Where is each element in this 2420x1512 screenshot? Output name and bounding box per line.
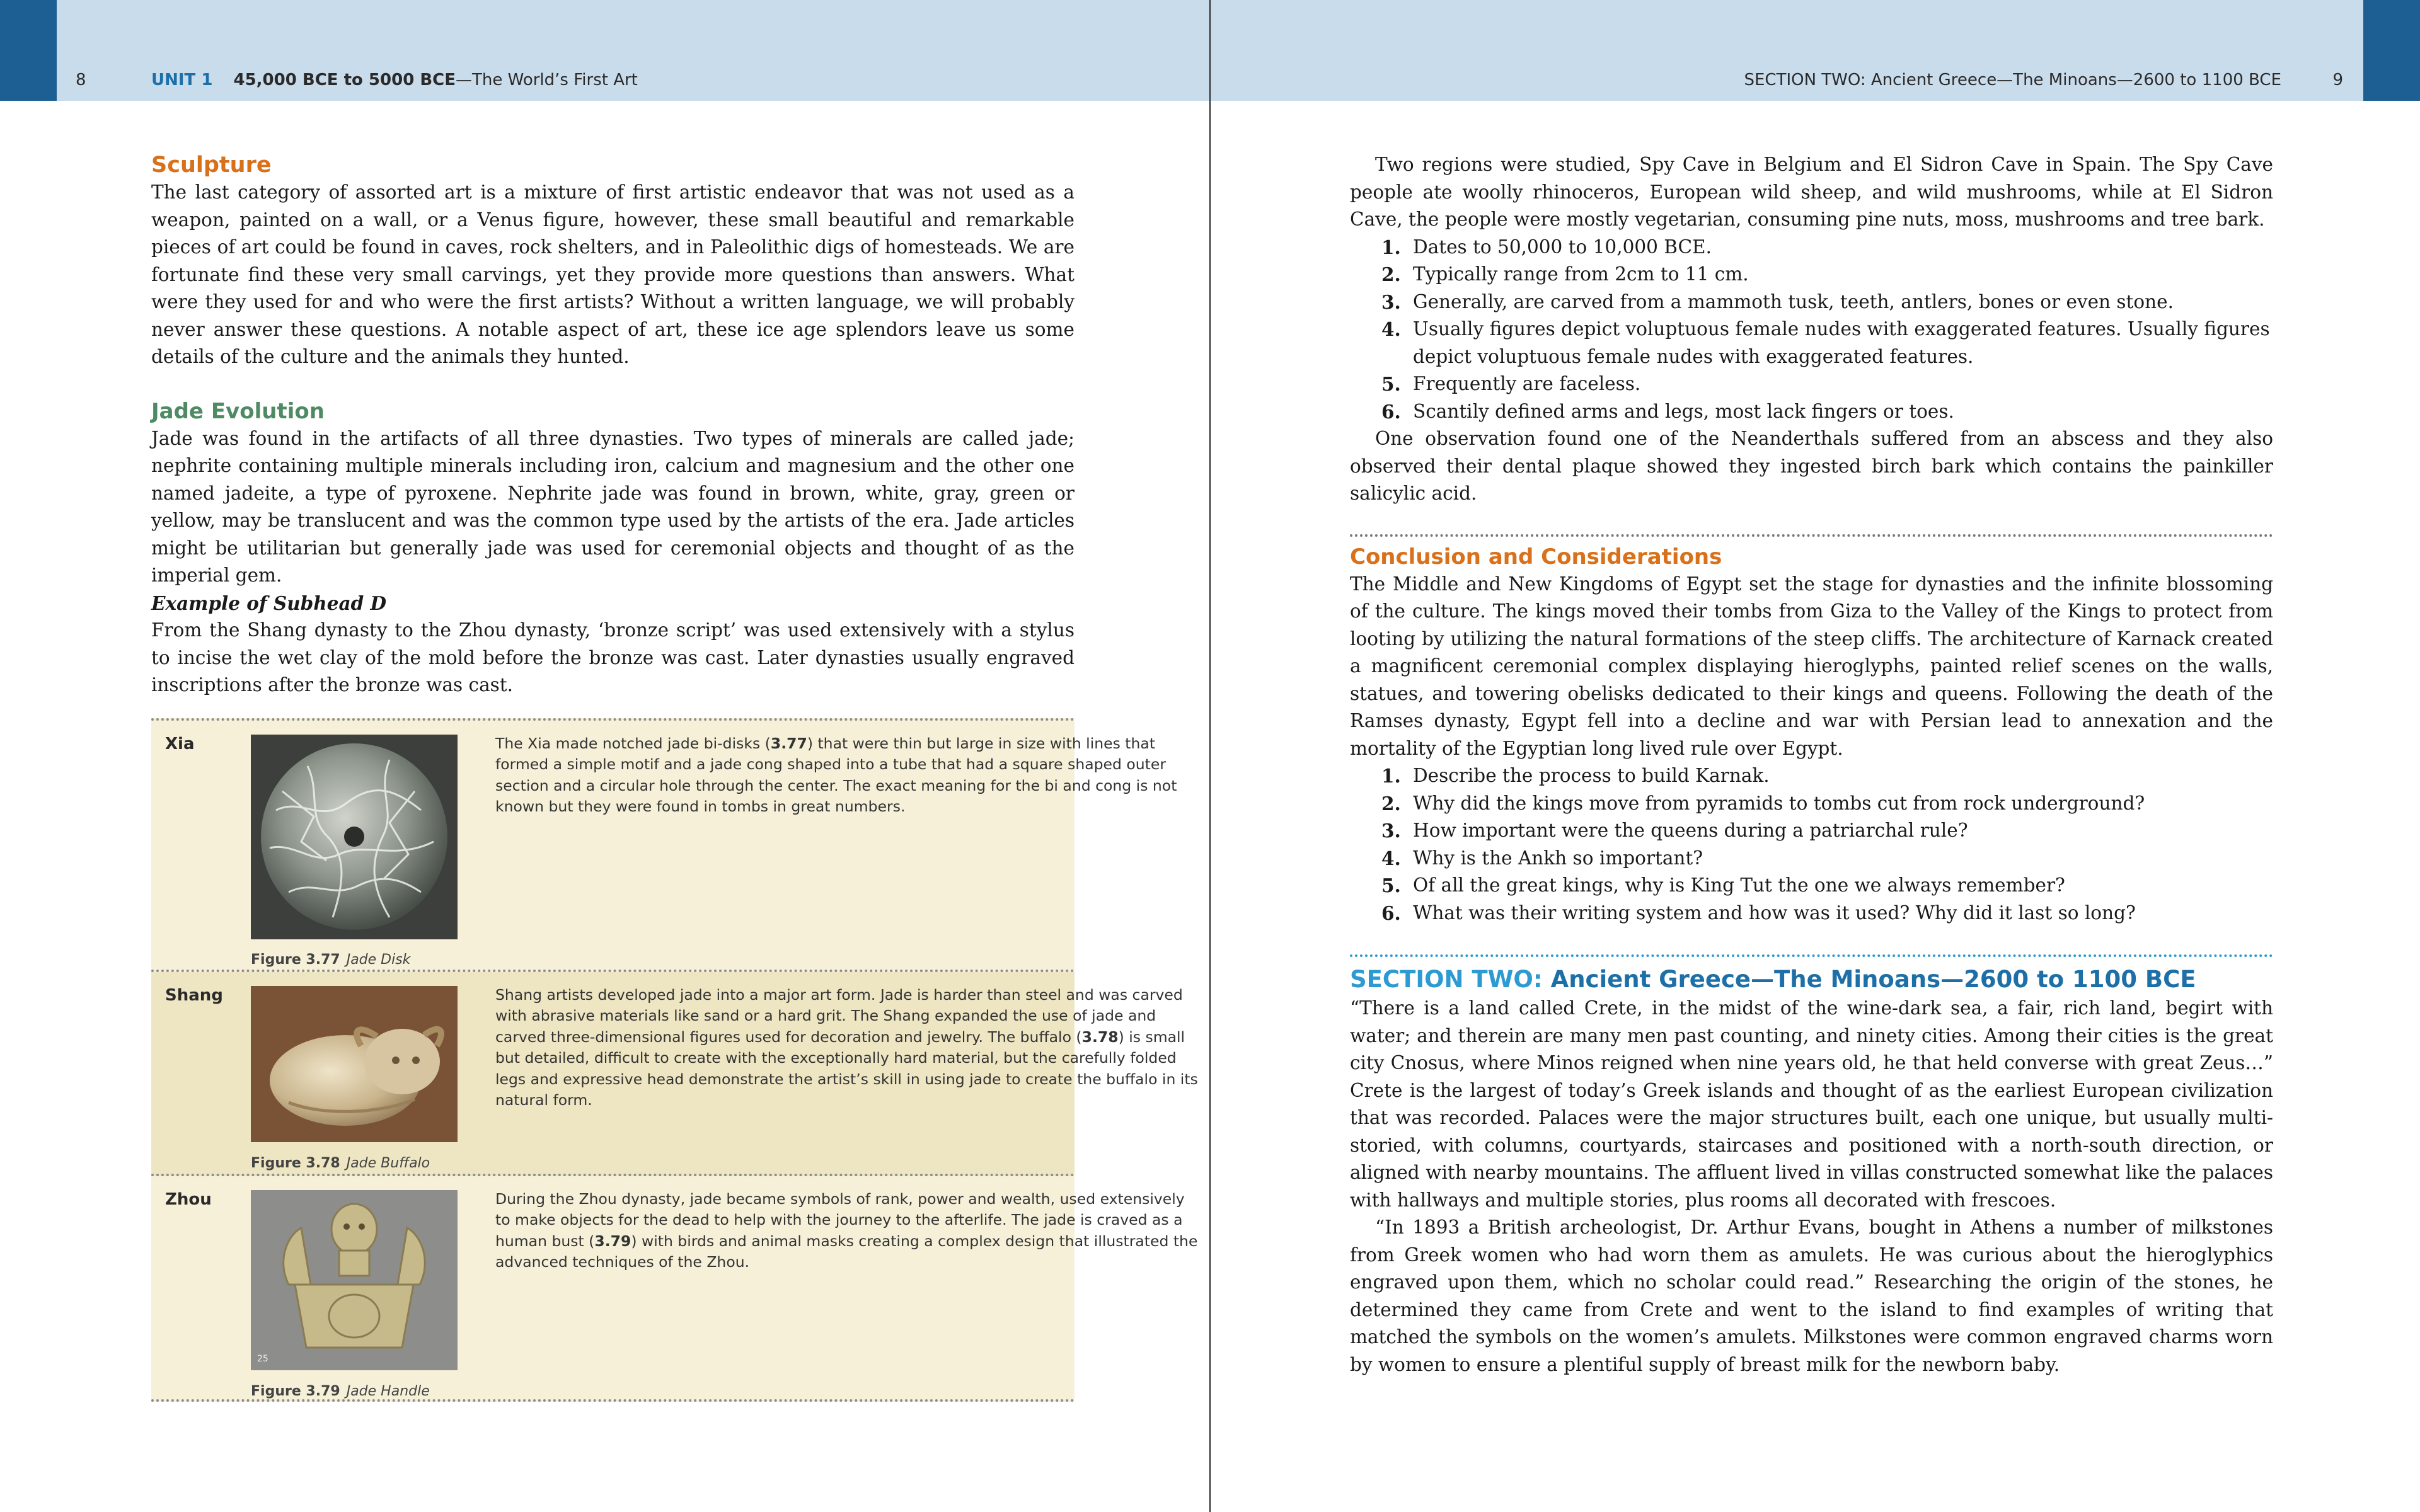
unit-dates: 45,000 BCE to 5000 BCE xyxy=(233,71,456,89)
conclusion-heading: Conclusion and Considerations xyxy=(1350,544,1722,570)
list-item: 2. Why did the kings move from pyramids to tombs cut from rock underground? xyxy=(1381,792,2145,815)
dynasty-table xyxy=(151,718,1198,1402)
list-item: 1. Dates to 50,000 to 10,000 BCE. xyxy=(1381,236,1712,258)
list-item: 1. Describe the process to build Karnak. xyxy=(1381,765,1770,787)
sculpture-paragraph: The last category of assorted art is a mixture of first artistic endeavor that was not used as a weapon, painted on a wall, or a Venus figure, however, these small beautiful and remarkable pieces of art could be found in caves, rock shelters, and in Paleolithic digs of homesteads. We are fortunate find these very small carvings, yet they provide more questions than answers. What were they used for and who were the first artists? Without a written language, we will probably never answer these questions. A notable aspect of art, these ice age splendors leave us some details of the culture and the animals they hunted. xyxy=(151,181,1075,367)
list-item: 2. Typically range from 2cm to 11 cm. xyxy=(1381,263,1749,285)
jade-paragraph: Jade was found in the artifacts of all three dynasties. Two types of minerals are called jade; nephrite containing multiple minerals including iron, calcium and magnesium and the other one named jadeite, a type of pyroxene. Nephrite jade was found in brown, white, gray, green or yellow, may be translucent and was the common type used by the artists of the era. Jade articles might be utilitarian but generally jade was used for ceremonial objects and thought of as the imperial gem. xyxy=(151,427,1075,586)
section-divider xyxy=(1350,954,2273,957)
observation-paragraph: One observation found one of the Neanderthals suffered from an abscess and they also observed their dental plaque showed they ingested birch bark which contains the painkiller salicylic acid. xyxy=(1350,428,2273,504)
running-header: SECTION TWO: Ancient Greece—The Minoans—2600 to 1100 BCE xyxy=(1744,71,2281,89)
dynasty-name: Shang xyxy=(165,985,223,1005)
list-item: 4. Usually figures depict voluptuous female nudes with exaggerated features. Usually figures depict voluptuous female nudes with exaggerated features. xyxy=(1381,318,2270,367)
dynasty-name: Xia xyxy=(165,734,195,753)
section-two-paragraph: “In 1893 a British archeologist, Dr. Arthur Evans, bought in Athens a number of milkstones from Greek women who had worn them as amulets. He was curious about the hieroglyphics engraved upon them, which no scholar could read.” Researching the origin of the stones, he determined they came from Crete and went to the island to find examples of writing that matched the symbols on the women’s amulets. Milkstones were common engraved charms worn by women to ensure a plentiful supply of breast milk for the newborn baby. xyxy=(1350,1217,2273,1375)
intro-paragraph: Two regions were studied, Spy Cave in Belgium and El Sidron Cave in Spain. The Spy Cave people ate woolly rhinoceros, European wild sheep, and wild mushrooms, while at El Sidron Cave, the people were mostly vegetarian, consuming pine nuts, moss, mushrooms and tree bark. xyxy=(1350,154,2273,230)
jade-handle-image xyxy=(251,1190,458,1370)
section-divider xyxy=(1350,534,2273,537)
dynasty-description: The Xia made notched jade bi-disks (3.77) that were thin but large in size with lines that formed a simple motif and a jade cong shaped into a tube that had a square shaped outer section and a circular hole through the center. The exact meaning for the bi and cong is not known but they were found in tombs in great numbers. xyxy=(495,734,1177,815)
left-column xyxy=(151,151,1198,1402)
unit-subtitle: —The World’s First Art xyxy=(456,71,638,89)
page-tab xyxy=(2363,0,2420,101)
unit-label: UNIT 1 xyxy=(151,71,213,89)
section-two-title: Ancient Greece—The Minoans—2600 to 1100 BCE xyxy=(1550,966,2196,993)
jade-buffalo-image xyxy=(251,986,458,1142)
list-item: 6. Scantily defined arms and legs, most lack fingers or toes. xyxy=(1381,400,1954,423)
figure-caption: Figure 3.79 Jade Handle xyxy=(251,1383,430,1399)
list-item: 3. Generally, are carved from a mammoth tusk, teeth, antlers, bones or even stone. xyxy=(1381,290,2174,313)
figure-ref: 3.78 xyxy=(1081,1028,1119,1046)
left-page xyxy=(0,0,1209,1512)
figure-caption: Figure 3.78 Jade Buffalo xyxy=(251,1155,430,1171)
dynasty-description: During the Zhou dynasty, jade became symbols of rank, power and wealth, used extensively to make objects for the dead to help with the journey to the afterlife. The jade is craved as a human bust (3.79) with birds and animal masks creating a complex design that illustrated the advanced techniques of the Zhou. xyxy=(495,1189,1198,1271)
numbered-list xyxy=(1350,234,2273,426)
page-number: 9 xyxy=(2332,71,2343,89)
question-list xyxy=(1350,762,2273,927)
section-two-heading xyxy=(1350,965,2273,995)
section-two-paragraph: “There is a land called Crete, in the midst of the wine-dark sea, a fair, rich land, begirt with water; and therein are many men past counting, and ninety cities. Among their cities is the great city Cnosus, where Minos reigned when nine years old, he that held converse with great Zeus…” Crete is the largest of today’s Greek islands and thought of as the earliest European civilization that was recorded. Palaces were the major structures built, each one unique, but usually multi-storied, with columns, courtyards, staircases and positioned with a north-south direction, or aligned with nearby mountains. The affluent lived in villas constructed somewhat like the palaces with hallways and multiple stories, plus rooms all decorated with frescoes. xyxy=(1350,997,2273,1211)
dynasty-name: Zhou xyxy=(165,1189,212,1209)
jade-disk-image xyxy=(251,735,458,939)
page-tab xyxy=(0,0,57,101)
list-item: 5. Frequently are faceless. xyxy=(1381,373,1641,395)
list-item: 6. What was their writing system and how was it used? Why did it last so long? xyxy=(1381,902,2136,924)
list-item: 5. Of all the great kings, why is King Tut the one we always remember? xyxy=(1381,874,2065,896)
table-row xyxy=(151,972,1198,1176)
right-column xyxy=(1350,151,2273,1378)
right-page xyxy=(1211,0,2420,1512)
section-two-label: SECTION TWO: xyxy=(1350,966,1543,993)
figure-ref: 3.79 xyxy=(594,1232,631,1250)
list-item: 4. Why is the Ankh so important? xyxy=(1381,847,1703,869)
page-number: 8 xyxy=(76,71,86,89)
image-mark: 25 xyxy=(257,1353,268,1364)
dynasty-description: Shang artists developed jade into a major art form. Jade is harder than steel and was carved with abrasive materials like sand or a hard grit. The Shang expanded the use of jade and carved three-dimensional figures used for decoration and jewelry. The buffalo (3.78) is small but detailed, difficult to create with the exceptionally hard material, but the carefully folded legs and expressive head demonstrate the artist’s skill in using jade to create the buffalo in its natural form. xyxy=(495,985,1198,1109)
subhead-d-paragraph: From the Shang dynasty to the Zhou dynasty, ‘bronze script’ was used extensively with a stylus to incise the wet clay of the mold before the bronze was cast. Later dynasties usually engraved inscriptions after the bronze was cast. xyxy=(151,619,1075,696)
running-header xyxy=(151,71,638,89)
subhead-d-heading: Example of Subhead D xyxy=(151,592,387,614)
table-row xyxy=(151,1176,1198,1402)
table-row xyxy=(151,721,1177,972)
list-item: 3. How important were the queens during a patriarchal rule? xyxy=(1381,820,1968,842)
figure-ref: 3.77 xyxy=(770,734,807,752)
figure-caption: Figure 3.77 Jade Disk xyxy=(251,951,411,968)
conclusion-paragraph: The Middle and New Kingdoms of Egypt set the stage for dynasties and the infinite blossoming of the culture. The kings moved their tombs from Giza to the Valley of the Kings to protect from looting by utilizing the natural formations of the steep cliffs. The architecture of Karnack created a magnificent ceremonial complex displaying hieroglyphs, painted relief scenes on the walls, statues, and towering obelisks dedicated to their kings and queens. Following the death of the Ramses dynasty, Egypt fell into a decline and war with Persian lead to annexation and the mortality of the Egyptian long lived rule over Egypt. xyxy=(1350,573,2273,759)
sculpture-heading: Sculpture xyxy=(151,152,272,178)
jade-heading: Jade Evolution xyxy=(151,398,325,424)
